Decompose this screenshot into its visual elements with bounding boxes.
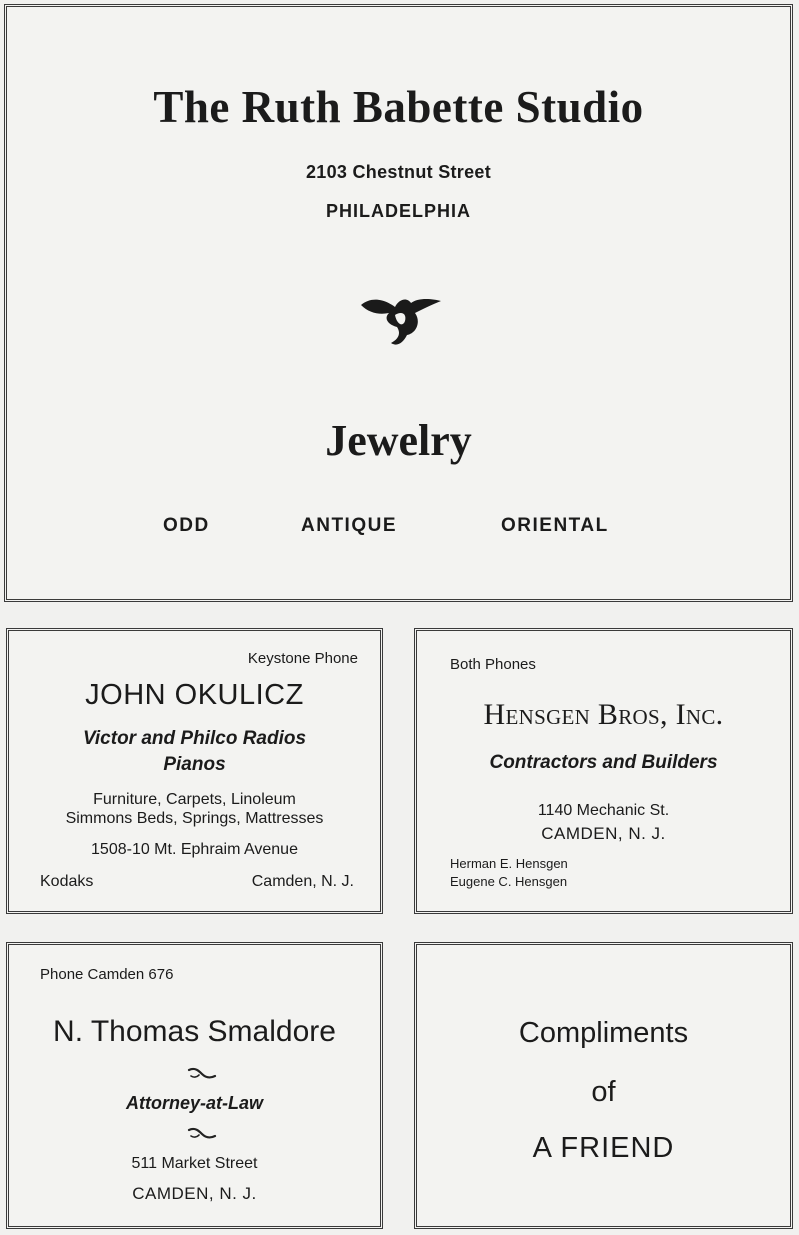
hensgen-city: CAMDEN, N. J.: [541, 824, 666, 843]
hensgen-street: 1140 Mechanic St.: [537, 802, 670, 819]
okulicz-name: JOHN OKULICZ: [85, 679, 304, 711]
ad-compliments-friend: [414, 942, 793, 1229]
ad-thomas-smaldore: [6, 942, 383, 1229]
hensgen-partner-herman: Herman E. Hensgen: [450, 856, 568, 871]
swirl-ornament-icon: [187, 1065, 217, 1081]
friend-line-compliments: Compliments: [518, 1017, 689, 1049]
hensgen-tagline: Contractors and Builders: [489, 752, 718, 773]
okulicz-city: Camden, N. J.: [251, 873, 354, 890]
category-antique: ANTIQUE: [301, 515, 397, 536]
friend-line-of: of: [591, 1076, 616, 1108]
studio-address: 2103 Chestnut Street: [305, 162, 492, 182]
okulicz-address: 1508-10 Mt. Ephraim Avenue: [91, 841, 298, 858]
smaldore-name: N. Thomas Smaldore: [53, 1015, 336, 1048]
hensgen-name: Hensgen Bros, Inc.: [483, 698, 724, 731]
okulicz-products-pianos: Pianos: [163, 754, 226, 775]
friend-line-a-friend: A FRIEND: [532, 1132, 675, 1164]
category-oriental: ORIENTAL: [501, 515, 609, 536]
okulicz-furnishings-line1: Furniture, Carpets, Linoleum: [93, 791, 296, 808]
okulicz-kodaks: Kodaks: [40, 873, 94, 890]
ad-hensgen-bros: [414, 628, 793, 914]
swirl-ornament-icon: [187, 1125, 217, 1141]
okulicz-phone: Keystone Phone: [247, 650, 358, 667]
smaldore-city: CAMDEN, N. J.: [132, 1184, 257, 1203]
category-odd: ODD: [163, 515, 210, 536]
hensgen-partner-eugene: Eugene C. Hensgen: [450, 874, 568, 889]
okulicz-products-radios: Victor and Philco Radios: [82, 728, 307, 749]
studio-city: PHILADELPHIA: [325, 201, 471, 221]
smaldore-title: Attorney-at-Law: [125, 1093, 263, 1113]
jewelry-headline: Jewelry: [325, 416, 472, 465]
leaf-flourish-ornament-icon: [359, 291, 443, 349]
okulicz-furnishings-line2: Simmons Beds, Springs, Mattresses: [65, 810, 324, 827]
smaldore-phone: Phone Camden 676: [40, 966, 174, 983]
ad-john-okulicz: [6, 628, 383, 914]
studio-title: The Ruth Babette Studio: [153, 82, 644, 132]
ad-ruth-babette-studio: [4, 4, 793, 602]
smaldore-street: 511 Market Street: [131, 1155, 258, 1172]
hensgen-phones: Both Phones: [450, 656, 536, 673]
